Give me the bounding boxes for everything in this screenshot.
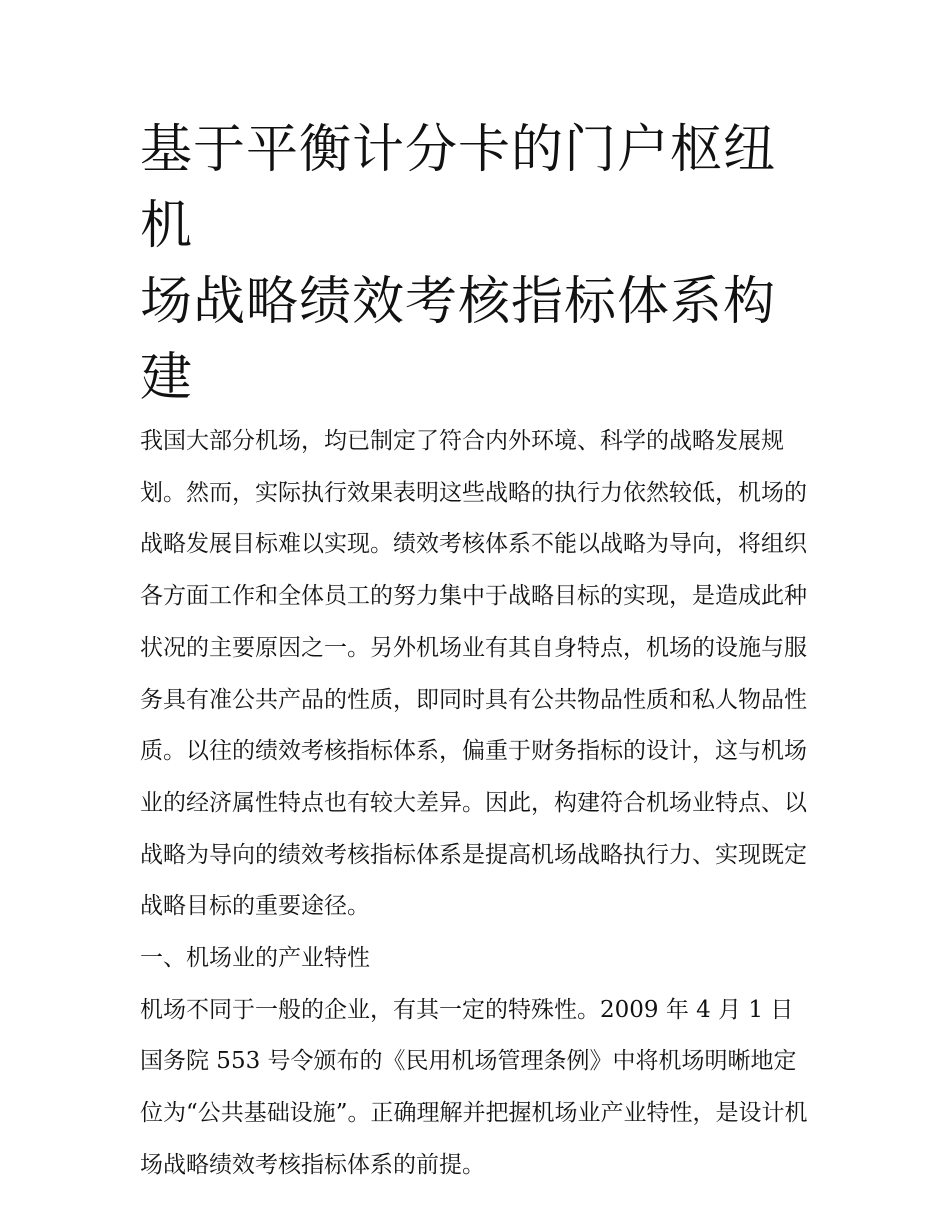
- section-heading: 一、机场业的产业特性: [140, 945, 370, 972]
- document-title: [140, 112, 812, 416]
- title-line-2: 场战略绩效考核指标体系构建: [140, 272, 777, 408]
- document-page: [140, 112, 812, 1192]
- intro-paragraph: 我国大部分机场，均已制定了符合内外环境、科学的战略发展规划。然而，实际执行效果表明这些战略的执行力依然较低，机场的战略发展目标难以实现。绩效考核体系不能以战略为导向，将组织各方面工作和全体员工的努力集中于战略目标的实现，是造成此种状况的主要原因之一。另外机场业有其自身特点，机场的设施与服务具有准公共产品的性质，即同时具有公共物品性质和私人物品性质。以往的绩效考核指标体系，偏重于财务指标的设计，这与机场业的经济属性特点也有较大差异。因此，构建符合机场业特点、以战略为导向的绩效考核指标体系是提高机场战略执行力、实现既定战略目标的重要途径。: [140, 428, 807, 920]
- title-line-1: 基于平衡计分卡的门户枢纽机: [140, 120, 777, 256]
- body-paragraph: 机场不同于一般的企业，有其一定的特殊性。2009 年 4 月 1 日国务院 553 号令颁布的《民用机场管理条例》中将机场明晰地定位为“公共基础设施”。正确理解并把握机场业产业特性，是设计机场战略绩效考核指标体系的前提。: [140, 996, 808, 1178]
